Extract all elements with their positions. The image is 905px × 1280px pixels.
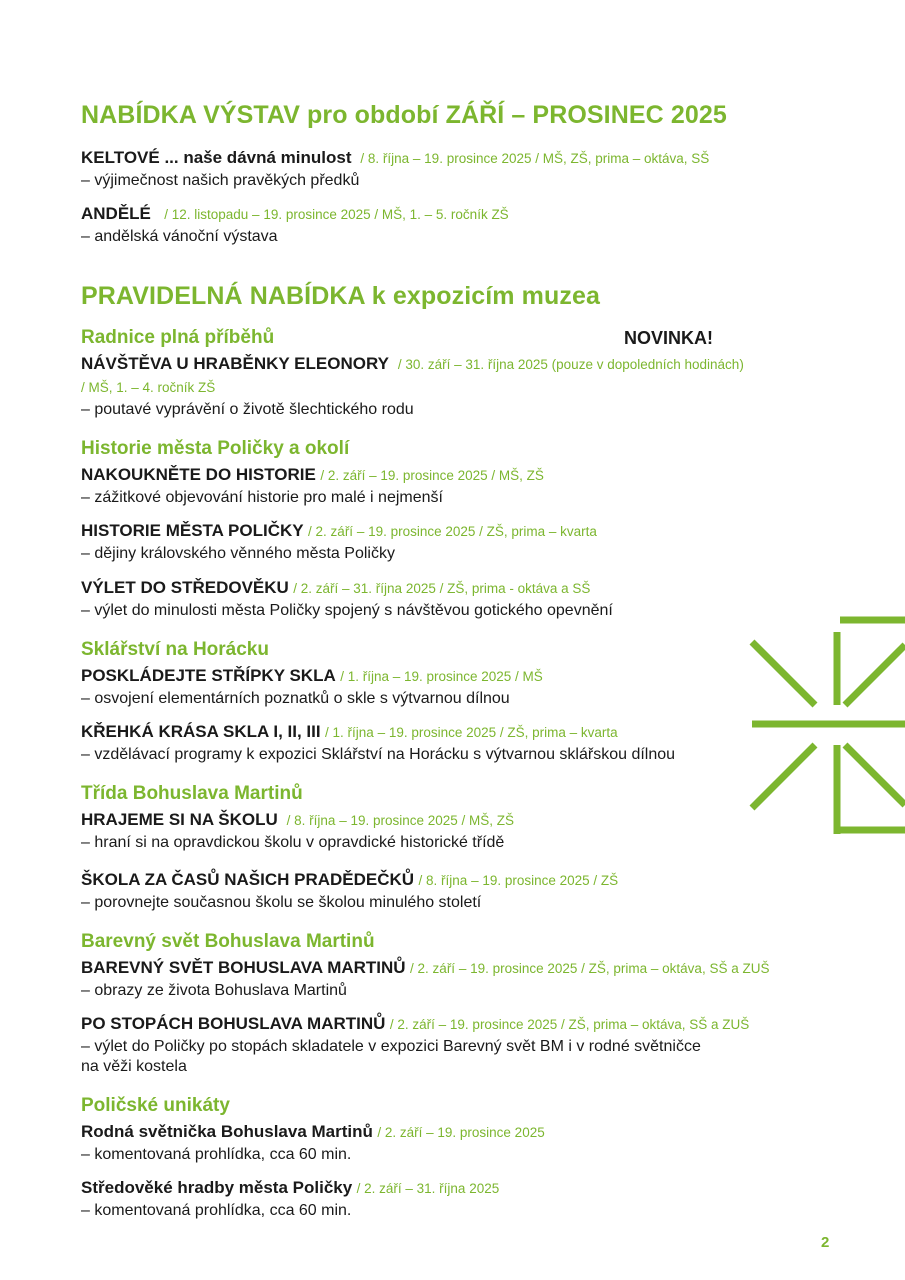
program-header — [81, 870, 618, 891]
ornament-stroke — [752, 745, 815, 808]
ornament-stroke — [845, 645, 905, 705]
item-meta: / 12. listopadu – 19. prosince 2025 / MŠ, 1. – 5. ročník ZŠ — [164, 207, 509, 222]
item-title: KELTOVÉ ... naše dávná minulost — [81, 148, 352, 167]
item-desc: – hraní si na opravdickou školu v opravdické historické třídě — [81, 834, 505, 851]
item-desc: – zážitkové objevování historie pro malé i nejmenší — [81, 489, 443, 506]
item-desc: – výlet do minulosti města Poličky spojený s návštěvou gotického opevnění — [81, 602, 613, 619]
exhibition-andele-header — [81, 204, 509, 225]
program-header — [81, 1178, 499, 1199]
program-header — [81, 354, 744, 375]
exhibitions-heading: NABÍDKA VÝSTAV pro období ZÁŘÍ – PROSINEC 2025 — [81, 101, 727, 129]
category-heading: Třída Bohuslava Martinů — [81, 783, 303, 804]
item-desc: – obrazy ze života Bohuslava Martinů — [81, 982, 347, 999]
item-title: PO STOPÁCH BOHUSLAVA MARTINŮ — [81, 1014, 386, 1033]
item-title: KŘEHKÁ KRÁSA SKLA I, II, III — [81, 722, 321, 741]
program-header — [81, 521, 597, 542]
item-meta: / 8. října – 19. prosince 2025 / MŠ, ZŠ — [286, 813, 515, 828]
decorative-ornament-icon — [745, 612, 905, 838]
regular-heading: PRAVIDELNÁ NABÍDKA k expozicím muzea — [81, 282, 600, 310]
program-header — [81, 958, 769, 979]
item-meta: / 2. září – 31. října 2025 / ZŠ, prima - oktáva a SŠ — [293, 581, 591, 596]
item-meta: / 2. září – 19. prosince 2025 / ZŠ, prima – kvarta — [308, 524, 597, 539]
item-meta: / 1. října – 19. prosince 2025 / MŠ — [340, 669, 543, 684]
program-header — [81, 1014, 749, 1035]
program-header — [81, 578, 590, 599]
category-heading: Barevný svět Bohuslava Martinů — [81, 931, 375, 952]
item-title: NAKOUKNĚTE DO HISTORIE — [81, 465, 316, 484]
item-meta: / 2. září – 19. prosince 2025 — [377, 1125, 545, 1140]
item-desc: – výlet do Poličky po stopách skladatele v expozici Barevný svět BM i v rodné světničce — [81, 1038, 701, 1055]
category-heading: Poličské unikáty — [81, 1095, 230, 1116]
item-title: HRAJEME SI NA ŠKOLU — [81, 810, 278, 829]
ornament-stroke — [845, 745, 905, 805]
item-title: Rodná světnička Bohuslava Martinů — [81, 1122, 373, 1141]
item-meta: / 2. září – 19. prosince 2025 / ZŠ, prima – oktáva, SŠ a ZUŠ — [410, 961, 770, 976]
category-heading: Sklářství na Horácku — [81, 639, 269, 660]
item-title: ŠKOLA ZA ČASŮ NAŠICH PRADĚDEČKŮ — [81, 870, 415, 889]
item-desc: – vzdělávací programy k expozici Sklářství na Horácku s výtvarnou sklářskou dílnou — [81, 746, 676, 763]
page-number: 2 — [821, 1234, 830, 1251]
item-meta-continued: / MŠ, 1. – 4. ročník ZŠ — [81, 380, 216, 395]
category-heading: Radnice plná příběhů — [81, 327, 275, 348]
item-desc: – porovnejte současnou školu se školou minulého století — [81, 894, 482, 911]
item-desc: – výjimečnost našich pravěkých předků — [81, 172, 360, 189]
item-desc: – dějiny královského věnného města Poličky — [81, 545, 395, 562]
item-meta: / 30. září – 31. října 2025 (pouze v dopoledních hodinách) — [397, 357, 744, 372]
program-header — [81, 1122, 545, 1143]
item-meta: / 8. října – 19. prosince 2025 / ZŠ — [418, 873, 619, 888]
exhibition-keltove-header — [81, 148, 709, 169]
item-meta: / 2. září – 19. prosince 2025 / ZŠ, prima – oktáva, SŠ a ZUŠ — [389, 1017, 750, 1032]
item-desc: – komentovaná prohlídka, cca 60 min. — [81, 1202, 352, 1219]
item-desc-continued: na věži kostela — [81, 1058, 187, 1075]
item-meta: / 2. září – 19. prosince 2025 / MŠ, ZŠ — [320, 468, 544, 483]
item-title: HISTORIE MĚSTA POLIČKY — [81, 521, 304, 540]
novinka-badge: NOVINKA! — [624, 328, 713, 348]
item-meta: / 2. září – 31. října 2025 — [356, 1181, 500, 1196]
item-title: BAREVNÝ SVĚT BOHUSLAVA MARTINŮ — [81, 958, 406, 977]
ornament-stroke — [752, 642, 815, 705]
item-desc: – andělská vánoční výstava — [81, 228, 278, 245]
item-title: VÝLET DO STŘEDOVĚKU — [81, 578, 289, 597]
program-header — [81, 465, 544, 486]
item-meta: / 1. října – 19. prosince 2025 / ZŠ, prima – kvarta — [325, 725, 618, 740]
item-desc: – osvojení elementárních poznatků o skle s výtvarnou dílnou — [81, 690, 510, 707]
item-title: NÁVŠTĚVA U HRABĚNKY ELEONORY — [81, 354, 389, 373]
item-meta: / 8. října – 19. prosince 2025 / MŠ, ZŠ, prima – oktáva, SŠ — [360, 151, 710, 166]
program-header — [81, 722, 618, 743]
program-header — [81, 810, 514, 831]
item-title: ANDĚLÉ — [81, 204, 151, 223]
item-title: Středověké hradby města Poličky — [81, 1178, 353, 1197]
program-header — [81, 666, 543, 687]
item-title: POSKLÁDEJTE STŘÍPKY SKLA — [81, 666, 336, 685]
item-desc: – komentovaná prohlídka, cca 60 min. — [81, 1146, 352, 1163]
item-desc: – poutavé vyprávění o životě šlechtického rodu — [81, 401, 414, 418]
category-heading: Historie města Poličky a okolí — [81, 438, 350, 459]
